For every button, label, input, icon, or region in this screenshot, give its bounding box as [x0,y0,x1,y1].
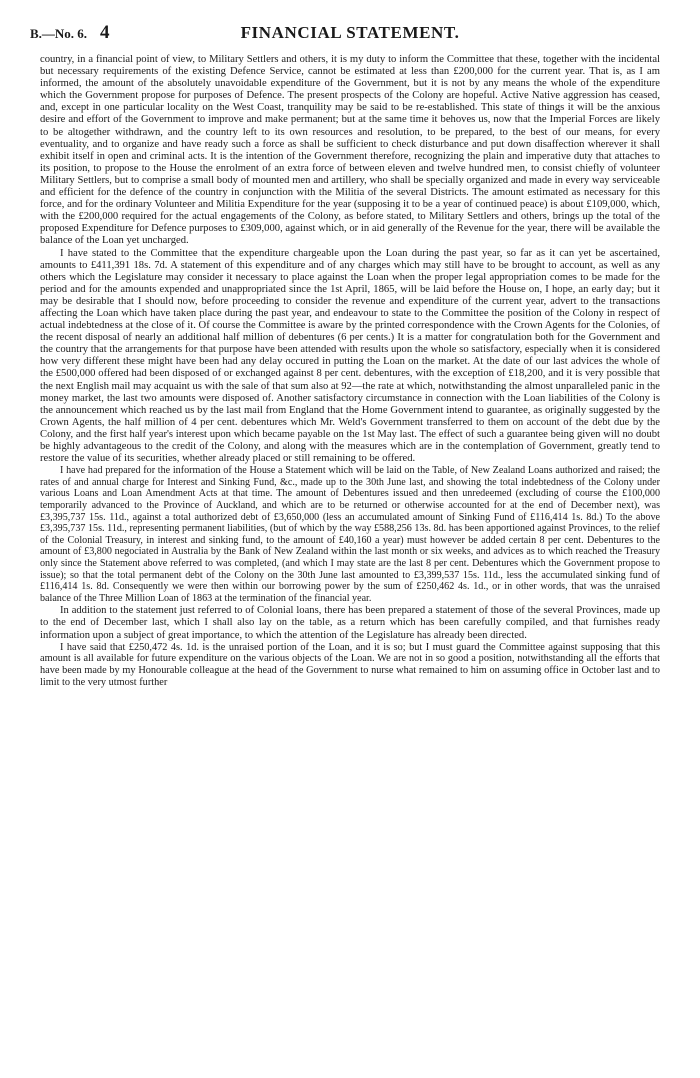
page-header [30,22,660,48]
document-body [40,54,660,689]
paragraph-loans-statement: I have had prepared for the information of the House a Statement which will be laid on the Table, of New Zealand Loans authorized and raised; the rates of and annual charge for Interest and Sinking Fund, &c., made up to the 30th June last, and showing the total indebtedness of the Colony under various Loans and Loan Amendment Acts at that time. The amount of Debentures issued and then unredeemed (excluding of course the £100,000 temporarily advanced to the Province of Auckland, and which are to be returned or otherwise accounted for at the end of December next), was £3,395,737 15s. 11d., against a total authorized debt of £3,650,000 (less an accumulated amount of Sinking Fund of £116,414 1s. 8d.) To the above £3,395,737 15s. 11d., representing permanent liabilities, (but of which by the way £588,256 13s. 8d. has been apportioned against Provinces, to the relief of the Colonial Treasury, in interest and sinking fund, to the amount of £40,160 a year) must however be added certain 8 per cent. Debentures to the amount of £3,800 negociated in Australia by the Bank of New Zealand within the last month or six weeks, and advices as to which reached the Treasury only since the Statement above referred to was completed, (and which I may state are the last 8 per cent. Debentures which the Government propose to issue); so that the total permanent debt of the Colony on the 30th June last amounted to £3,399,537 15s. 11d., less the accumulated sinking fund of £116,414 1s. 8d. Consequently we were then within our borrowing power by the sum of £250,462 4s. 1d., or in other words, that was the unraised balance of the Three Million Loan of 1863 at the termination of the financial year. [40,465,660,604]
paragraph-loan-transactions: I have stated to the Committee that the expenditure chargeable upon the Loan during the past year, so far as it can yet be ascertained, amounts to £411,391 18s. 7d. A statement of this expenditure and of any charges which may still have to be brought to account, as well as any others which the Legislature may consider it necessary to place against the Loan when the proper legal appropriation comes to be made for the period and for the amounts expended and unappropriated since the 1st April, 1865, will be laid before the House on, I hope, an early day; but it may be desirable that I should now, before proceeding to consider the revenue and expenditure of the current year, advert to the transactions affecting the Loan which have taken place during the past year, and endeavour to state to the Committee the position of the Colony in respect of actual indebtedness at the close of it. Of course the Committee is aware by the printed correspondence with the Crown Agents for the Colonies, of the recent disposal of nearly an additional half million of debentures (6 per cents.) It is a matter for congratulation both for the Government and the country that the arrangements for that purpose have been attended with results upon the whole so satisfactory, especially when it is considered how very different these might have been had any delay occured in putting the Loan on the market. At the date of our last advices the whole of the £500,000 offered had been disposed of or exchanged against 8 per cent. debentures, with the exception of £18,200, and it is very possible that the next English mail may acquaint us with the sale of that sum also at 92—the rate at which, notwithstanding the almost unparalleled panic in the money market, the last two amounts were disposed of. Another satisfactory circumstance in connection with the Loan liabilities of the Colony is the announcement which reached us by the last mail from England that the Home Government intend to guarantee, as originally suggested by the Crown Agents, the half million of 4 per cent. debentures which Mr. Weld's Government transferred to them on account of the debt due by the Colony, and the first half year's interest upon which became payable on the 1st May last. The effect of such a guarantee being given will no doubt be highly advantageous to the credit of the Colony, and along with the measures which are in the contemplation of Government, greatly tend to restore the value of its securities, whether already placed or still remaining to be offered. [40,247,660,465]
page-title: FINANCIAL STATEMENT. [240,23,460,42]
paragraph-provincial-loans: In addition to the statement just referred to of Colonial loans, there has been prepared a statement of those of the several Provinces, made up to the end of December last, which I shall also lay on the table, as a return which has been carefully compiled, and that furnishes ready information upon a subject of great importance, to which the attention of the Legislature has already been directed. [40,605,660,641]
paragraph-defence-estimate: country, in a financial point of view, to Military Settlers and others, it is my duty to inform the Committee that these, together with the incidental but necessary requirements of the existing Defence Service, cannot be estimated at less than £200,000 for the current year. That is, as I am informed, the amount of the absolutely unavoidable expenditure of the Government, but it is not by any means the whole of the expenditure which the Government propose for purposes of Defence. The present prospects of the Colony are hopeful. Active Native aggression has ceased, and, except in one particular locality on the West Coast, tranquility may be said to be re-established. This state of things it will be the anxious desire and effort of the Government to improve and make permanent; but at the same time it behoves us, now that the Imperial Forces are likely to be altogether withdrawn, and the country left to its own resources and resolution, to be prepared, to the best of our means, for every eventuality, and to organize and have ready such a force as shall be sufficient to check disturbance and put down disaffection wherever it shall exhibit itself in open and criminal acts. It is the intention of the Government therefore, recognizing the plain and imperative duty that attaches to its position, to propose to the House the enrolment of an extra force of between eleven and twelve hundred men, to consist chiefly of volunteer Military Settlers, but to comprise a small body of mounted men and artillery, who shall be specially organized and made in every way serviceable and efficient for the defence of the country in conjunction with the Militia of the several Districts. The amount estimated as necessary for this force, and for the ordinary Volunteer and Militia Expenditure for the year (supposing it to be a year of continued peace) is about £109,000, which, with the £200,000 required for the actual engagements of the Colony, as before stated, to Military Settlers and others, brings up the total of the proposed Expenditure for Defence purposes to £309,000, against which, or in aid generally of the Revenue for the year, there will be available the balance of the Loan yet uncharged. [40,54,660,247]
document-reference: B.—No. 6. [30,26,88,41]
page-number: 4 [100,22,110,43]
paragraph-unraised-portion: I have said that £250,472 4s. 1d. is the unraised portion of the Loan, and it is so; but I must guard the Committee against supposing that this amount is all available for future expenditure on the various objects of the Loan. We are not in so good a position, notwithstanding all the efforts that have been made by my Honourable colleague at the head of the Government to nurse what remained to him on assuming office in October last and to limit to the very utmost further [40,641,660,688]
